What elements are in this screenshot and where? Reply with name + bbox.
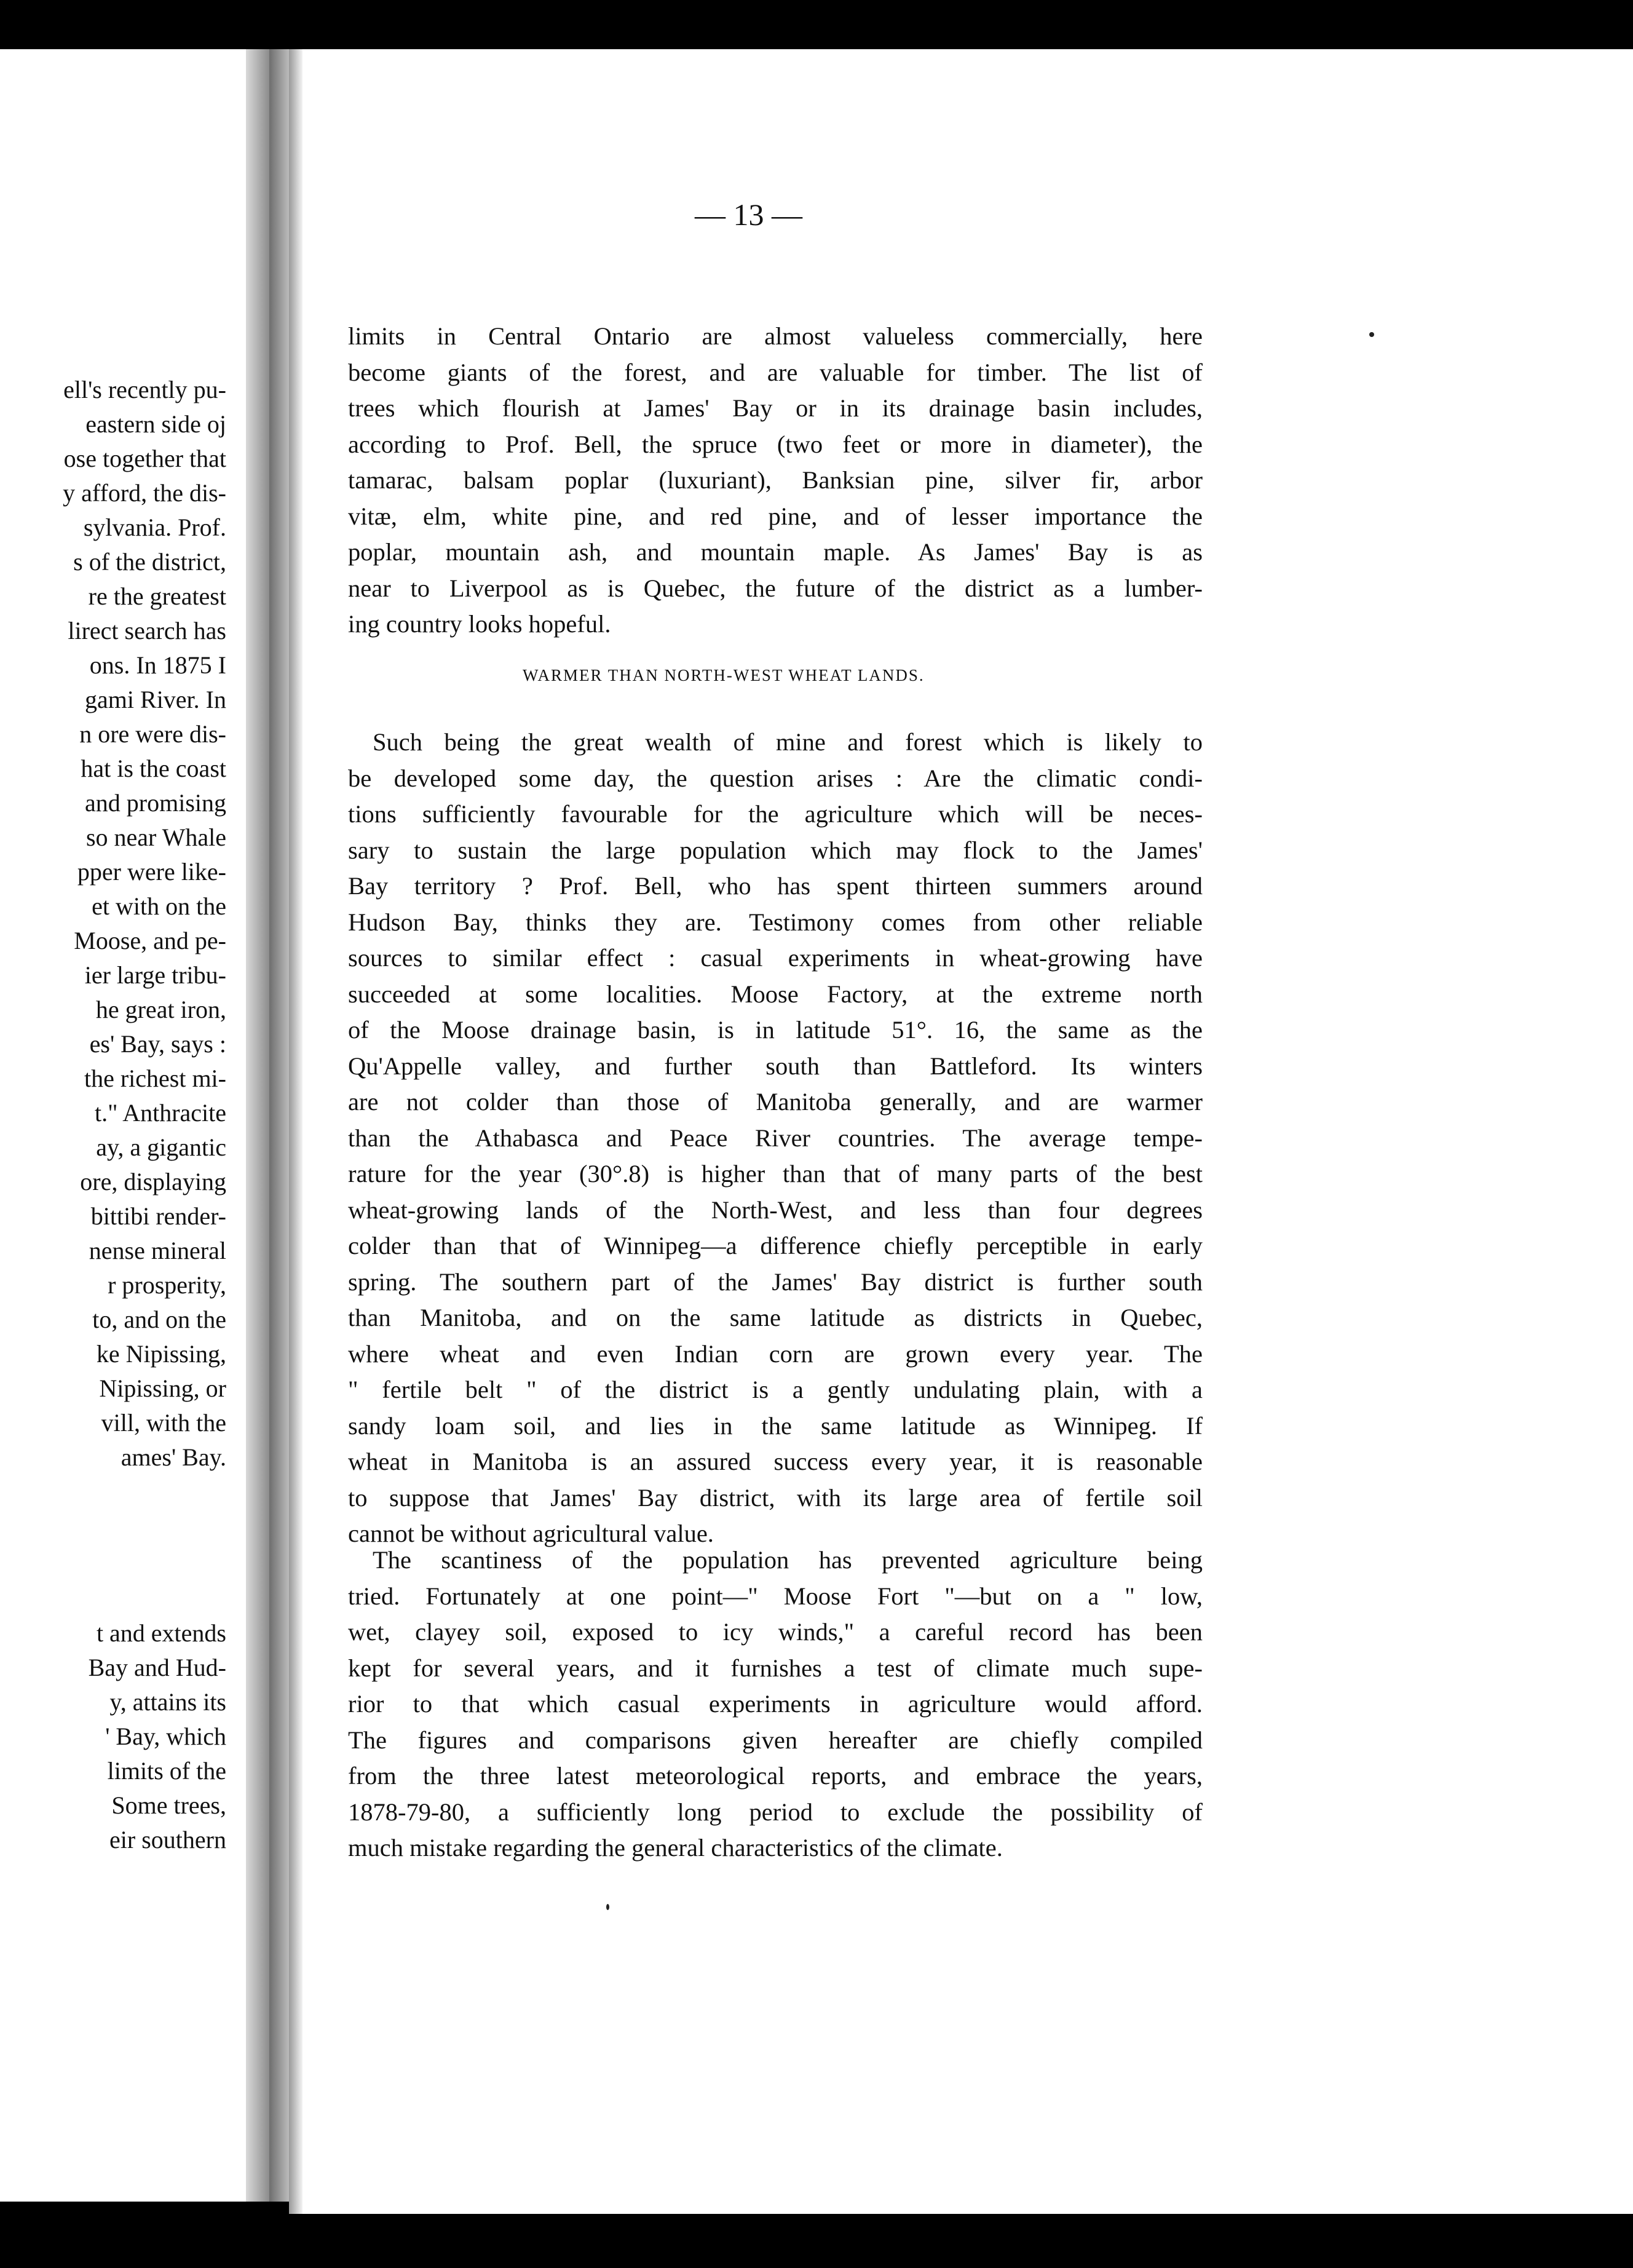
left-line: y, attains its [109, 1688, 226, 1716]
text-line: become giants of the forest, and are valuable for timber. The list of [348, 358, 1203, 386]
text-line: where wheat and even Indian corn are grown every year. The [348, 1339, 1203, 1368]
speck [606, 1904, 609, 1910]
left-line: so near Whale [85, 823, 226, 851]
text-line: 1878-79-80, a sufficiently long period to exclude the possibility of [348, 1798, 1203, 1826]
left-line: et with on the [92, 892, 226, 920]
left-page-shadow [246, 49, 269, 2202]
text-line: The figures and comparisons given hereafter are chiefly compiled [348, 1726, 1203, 1754]
left-line: Nipissing, or [99, 1374, 226, 1402]
left-line: ose together that [63, 445, 226, 472]
speck [1369, 332, 1374, 337]
text-line: poplar, mountain ash, and mountain maple. As James' Bay is as [348, 538, 1203, 566]
text-line: tamarac, balsam poplar (luxuriant), Banksian pine, silver fir, arbor [348, 466, 1203, 494]
left-line: es' Bay, says : [89, 1030, 226, 1058]
left-line: and promising [85, 789, 226, 817]
left-line: pper were like- [77, 858, 226, 886]
text-line: " fertile belt " of the district is a gently undulating plain, with a [348, 1376, 1203, 1403]
text-line: spring. The southern part of the James' Bay district is further south [348, 1267, 1203, 1296]
left-line: s of the district, [73, 548, 226, 576]
text-line: rior to that which casual experiments in agriculture would afford. [348, 1690, 1203, 1718]
text-line: succeeded at some localities. Moose Factory, at the extreme north [348, 980, 1203, 1008]
text-line: tried. Fortunately at one point—" Moose Fort "—but on a " low, [348, 1582, 1203, 1610]
text-line: to suppose that James' Bay district, with its large area of fertile soil [348, 1483, 1203, 1512]
page-number: — 13 — [695, 197, 802, 232]
left-line: nense mineral [89, 1237, 226, 1264]
text-line: limits in Central Ontario are almost valueless commercially, here [348, 322, 1203, 350]
left-line: n ore were dis- [79, 720, 226, 748]
left-line: eastern side oj [85, 410, 226, 438]
text-line: near to Liverpool as is Quebec, the future of the district as a lumber- [348, 574, 1203, 602]
left-line: gami River. In [85, 686, 226, 713]
left-line: ames' Bay. [121, 1443, 226, 1471]
left-line: eir southern [109, 1826, 226, 1854]
text-line: ing country looks hopeful. [348, 610, 611, 638]
left-line: ay, a gigantic [96, 1133, 226, 1161]
text-line: than the Athabasca and Peace River countries. The average tempe- [348, 1124, 1203, 1152]
left-line: Bay and Hud- [88, 1654, 226, 1681]
text-line: kept for several years, and it furnishes a test of climate much supe- [348, 1654, 1203, 1682]
left-line: to, and on the [92, 1306, 226, 1333]
text-line: tions sufficiently favourable for the agriculture which will be neces- [348, 800, 1203, 828]
left-line: t and extends [96, 1619, 226, 1647]
left-line: ell's recently pu- [63, 376, 226, 403]
left-line: limits of the [107, 1757, 226, 1785]
paragraph-3 [348, 1542, 1203, 1866]
section-heading: WARMER THAN NORTH-WEST WHEAT LANDS. [523, 666, 925, 684]
left-line: lirect search has [68, 617, 226, 644]
left-line: ' Bay, which [105, 1723, 226, 1750]
left-page [0, 49, 269, 2202]
left-line: r prosperity, [108, 1271, 226, 1299]
text-line: sandy loam soil, and lies in the same latitude as Winnipeg. If [348, 1411, 1203, 1440]
left-line: sylvania. Prof. [83, 513, 226, 541]
text-line: rature for the year (30°.8) is higher than that of many parts of the best [348, 1160, 1203, 1188]
left-line: hat is the coast [81, 755, 226, 782]
left-line: Moose, and pe- [74, 927, 226, 954]
text-line: much mistake regarding the general characteristics of the climate. [348, 1834, 1003, 1862]
left-line: y afford, the dis- [63, 479, 226, 507]
text-line: wet, clayey soil, exposed to icy winds," a careful record has been [348, 1618, 1203, 1646]
text-line: vitæ, elm, white pine, and red pine, and of lesser importance the [348, 502, 1203, 530]
text-line: trees which flourish at James' Bay or in its drainage basin includes, [348, 394, 1203, 422]
text-line: Hudson Bay, thinks they are. Testimony comes from other reliable [348, 908, 1203, 936]
text-line: wheat-growing lands of the North-West, and less than four degrees [348, 1195, 1203, 1224]
text-line: colder than that of Winnipeg—a difference chiefly perceptible in early [348, 1232, 1203, 1259]
text-line: according to Prof. Bell, the spruce (two feet or more in diameter), the [348, 430, 1203, 458]
left-line: vill, with the [101, 1409, 226, 1437]
left-line: bittibi render- [90, 1202, 226, 1230]
text-line: from the three latest meteorological reports, and embrace the years, [348, 1762, 1203, 1790]
left-line: Some trees, [111, 1791, 226, 1819]
left-line: t." Anthracite [94, 1099, 226, 1127]
left-line: ier large tribu- [84, 961, 226, 989]
text-line: sources to similar effect : casual experiments in wheat-growing have [348, 944, 1203, 972]
text-line: Qu'Appelle valley, and further south than Battleford. Its winters [348, 1052, 1203, 1080]
left-line: ore, displaying [80, 1168, 226, 1195]
text-line: than Manitoba, and on the same latitude as districts in Quebec, [348, 1304, 1203, 1331]
text-line: be developed some day, the question arises : Are the climatic condi- [348, 764, 1203, 792]
left-line: ons. In 1875 I [89, 651, 226, 679]
text-line: sary to sustain the large population which may flock to the James' [348, 836, 1203, 864]
text-line: Bay territory ? Prof. Bell, who has spent thirteen summers around [348, 872, 1203, 900]
left-line: he great iron, [95, 996, 226, 1023]
left-line: re the greatest [88, 582, 226, 610]
left-line: the richest mi- [84, 1065, 226, 1092]
text-line: are not colder than those of Manitoba generally, and are warmer [348, 1088, 1203, 1116]
text-line: The scantiness of the population has prevented agriculture being [373, 1546, 1203, 1574]
right-page-edge-shadow [289, 49, 302, 2214]
text-line: Such being the great wealth of mine and forest which is likely to [373, 728, 1203, 756]
text-line: cannot be without agricultural value. [348, 1520, 714, 1547]
text-line: of the Moose drainage basin, is in latitude 51°. 16, the same as the [348, 1016, 1203, 1044]
paragraph-2 [348, 724, 1203, 1552]
left-line: ke Nipissing, [96, 1340, 226, 1368]
text-line: wheat in Manitoba is an assured success every year, it is reasonable [348, 1448, 1203, 1475]
paragraph-1 [348, 319, 1203, 643]
